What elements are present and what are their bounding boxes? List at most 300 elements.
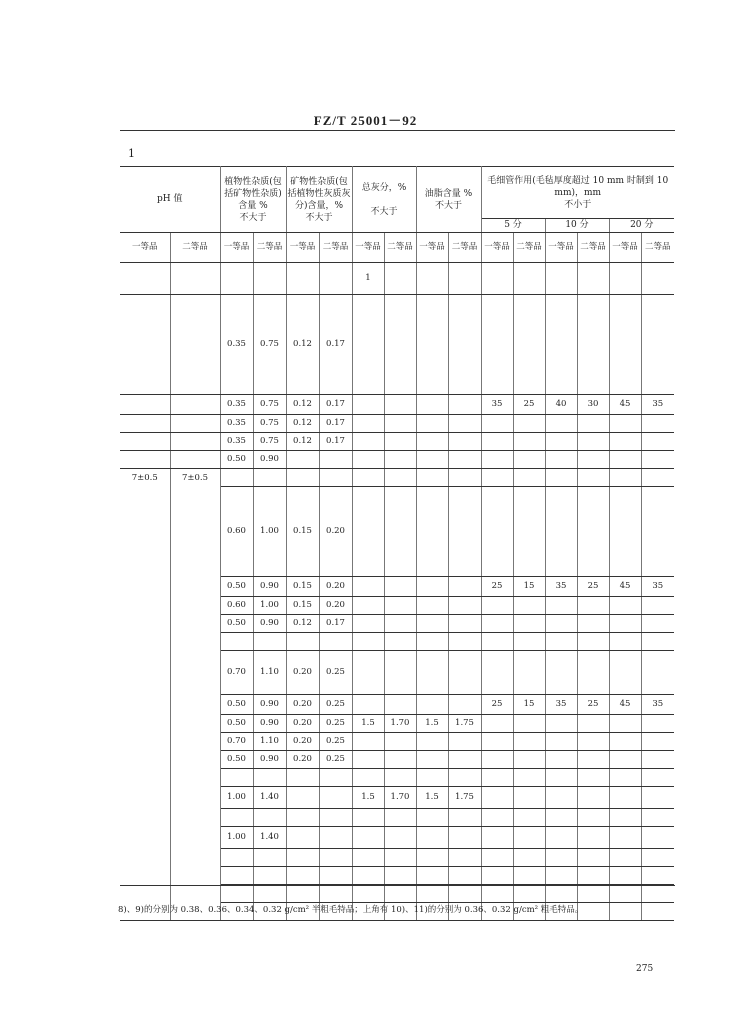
table-cell: [545, 733, 577, 751]
table-cell: [641, 295, 674, 395]
oil-content-title: 油脂含量 %: [424, 188, 473, 199]
table-cell: 1.75: [448, 715, 481, 733]
table-cell: [513, 787, 545, 809]
ph-cell: [170, 451, 220, 469]
table-cell: [416, 633, 448, 651]
table-cell: 0.50: [220, 577, 253, 597]
table-cell: [253, 469, 286, 487]
table-cell: [609, 867, 641, 885]
mineral-impurity-note: 不大于: [305, 212, 333, 223]
table-cell: [545, 787, 577, 809]
grade-row: [120, 233, 674, 263]
grade-header-cell: 二等品: [384, 233, 416, 263]
table-cell: [384, 885, 416, 903]
grade-header-cell: 二等品: [641, 233, 674, 263]
table-cell: [545, 633, 577, 651]
ph-cell: [120, 395, 170, 415]
table-cell: 0.75: [253, 295, 286, 395]
table-cell: [545, 615, 577, 633]
table-cell: [384, 827, 416, 849]
table-cell: [513, 885, 545, 903]
grade-header-cell: 二等品: [513, 233, 545, 263]
table-cell: [319, 885, 352, 903]
table-cell: [609, 263, 641, 295]
table-cell: [545, 295, 577, 395]
table-cell: 1.00: [220, 787, 253, 809]
table-cell: [286, 451, 319, 469]
capillary-20min-header: 20 分: [609, 219, 674, 233]
table-cell: [577, 715, 609, 733]
table-cell: [384, 295, 416, 395]
grade-header-cell: 一等品: [286, 233, 319, 263]
table-cell: [545, 433, 577, 451]
table-cell: [577, 597, 609, 615]
table-cell: [416, 597, 448, 615]
table-cell: [609, 651, 641, 695]
table-cell: [513, 651, 545, 695]
spec-table: [120, 166, 674, 921]
table-cell: [448, 809, 481, 827]
table-cell: [384, 651, 416, 695]
table-cell: 45: [609, 577, 641, 597]
table-cell: [286, 469, 319, 487]
ph-cell: [120, 295, 170, 395]
table-cell: [641, 903, 674, 921]
bottom-rule: [120, 885, 675, 886]
table-cell: [384, 733, 416, 751]
table-cell: [641, 451, 674, 469]
table-cell: 0.25: [319, 695, 352, 715]
table-cell: [448, 633, 481, 651]
table-cell: 0.60: [220, 487, 253, 577]
table-cell: [609, 597, 641, 615]
table-cell: [641, 415, 674, 433]
table-cell: 35: [641, 395, 674, 415]
table-cell: [319, 827, 352, 849]
table-cell: [641, 597, 674, 615]
table-cell: [481, 715, 513, 733]
spec-table-body: [120, 167, 674, 921]
table-row: [120, 469, 674, 487]
table-cell: 15: [513, 577, 545, 597]
table-cell: 1.5: [416, 787, 448, 809]
table-cell: [513, 263, 545, 295]
table-cell: [220, 849, 253, 867]
table-cell: [609, 733, 641, 751]
table-cell: [286, 849, 319, 867]
total-ash-title: 总灰分，%: [361, 182, 407, 193]
table-cell: [352, 597, 384, 615]
table-cell: [448, 769, 481, 787]
grade-header-cell: 一等品: [352, 233, 384, 263]
table-cell: 1.00: [220, 827, 253, 849]
table-cell: [253, 885, 286, 903]
table-cell: [513, 733, 545, 751]
table-cell: [577, 469, 609, 487]
table-cell: [352, 827, 384, 849]
table-cell: [352, 867, 384, 885]
table-cell: [577, 415, 609, 433]
table-cell: [352, 615, 384, 633]
table-cell: 0.20: [319, 487, 352, 577]
table-cell: [448, 295, 481, 395]
table-cell: [641, 885, 674, 903]
table-cell: [545, 651, 577, 695]
table-cell: [545, 487, 577, 577]
table-cell: [319, 769, 352, 787]
table-cell: [513, 769, 545, 787]
table-cell: [384, 809, 416, 827]
table-cell: [220, 769, 253, 787]
table-cell: 1.10: [253, 651, 286, 695]
grade-header-cell: 一等品: [481, 233, 513, 263]
table-cell: [481, 433, 513, 451]
table-cell: [416, 751, 448, 769]
table-cell: [513, 487, 545, 577]
table-cell: [448, 885, 481, 903]
table-cell: [481, 263, 513, 295]
table-cell: [352, 295, 384, 395]
table-cell: [545, 769, 577, 787]
table-cell: [448, 487, 481, 577]
capillary-10min-header: 10 分: [545, 219, 609, 233]
table-cell: [577, 787, 609, 809]
table-cell: [609, 715, 641, 733]
table-cell: [416, 487, 448, 577]
table-cell: [416, 469, 448, 487]
table-cell: [384, 615, 416, 633]
table-cell: 0.20: [286, 733, 319, 751]
table-cell: 25: [577, 577, 609, 597]
table-cell: [220, 885, 253, 903]
table-cell: [481, 867, 513, 885]
ph-cell: [120, 433, 170, 451]
table-cell: 25: [481, 695, 513, 715]
table-cell: [253, 867, 286, 885]
table-cell: 1.75: [448, 787, 481, 809]
table-cell: [577, 487, 609, 577]
table-cell: [577, 809, 609, 827]
table-cell: [352, 633, 384, 651]
table-cell: [384, 849, 416, 867]
veg-impurity-note: 不大于: [239, 212, 267, 223]
table-cell: [577, 751, 609, 769]
table-cell: [577, 615, 609, 633]
table-cell: [448, 827, 481, 849]
table-cell: 35: [641, 577, 674, 597]
table-cell: [577, 733, 609, 751]
table-cell: [481, 295, 513, 395]
table-cell: [513, 809, 545, 827]
table-cell: 1.40: [253, 827, 286, 849]
table-cell: [577, 885, 609, 903]
table-cell: 1.00: [253, 597, 286, 615]
table-cell: [220, 469, 253, 487]
table-cell: 0.35: [220, 395, 253, 415]
table-cell: 0.50: [220, 615, 253, 633]
table-cell: 1.10: [253, 733, 286, 751]
table-cell: [352, 651, 384, 695]
table-cell: [416, 295, 448, 395]
table-cell: 0.15: [286, 487, 319, 577]
table-cell: 0.60: [220, 597, 253, 615]
veg-impurity-header: [220, 167, 286, 233]
table-cell: [416, 695, 448, 715]
table-cell: [609, 751, 641, 769]
table-cell: 45: [609, 395, 641, 415]
table-cell: [481, 809, 513, 827]
table-cell: [513, 415, 545, 433]
ph-cell: [120, 451, 170, 469]
table-cell: 0.75: [253, 415, 286, 433]
total-ash-header: [352, 167, 416, 233]
ph-cell: [170, 433, 220, 451]
table-row: [120, 395, 674, 415]
table-cell: [416, 415, 448, 433]
ph-header: pH 值: [120, 167, 220, 233]
table-cell: [577, 827, 609, 849]
table-cell: [448, 751, 481, 769]
table-cell: [609, 469, 641, 487]
table-cell: 0.20: [319, 597, 352, 615]
table-cell: [253, 849, 286, 867]
table-cell: [416, 263, 448, 295]
table-cell: 0.35: [220, 415, 253, 433]
table-cell: [384, 263, 416, 295]
table-cell: [253, 633, 286, 651]
capillary-title: 毛细管作用(毛毡厚度超过 10 mm 时制到 10 mm)，mm: [487, 175, 669, 198]
grade-header-cell: 一等品: [416, 233, 448, 263]
table-cell: [286, 809, 319, 827]
table-cell: 0.50: [220, 751, 253, 769]
table-cell: [609, 769, 641, 787]
table-cell: [641, 809, 674, 827]
table-cell: [641, 469, 674, 487]
table-cell: [352, 433, 384, 451]
table-cell: 0.15: [286, 597, 319, 615]
table-cell: 0.15: [286, 577, 319, 597]
table-cell: [448, 849, 481, 867]
table-row: [120, 433, 674, 451]
grade-header-cell: 一等品: [120, 233, 170, 263]
table-cell: [448, 469, 481, 487]
table-cell: [641, 733, 674, 751]
table-cell: [641, 751, 674, 769]
table-cell: [352, 469, 384, 487]
table-cell: 0.20: [286, 651, 319, 695]
table-cell: [384, 415, 416, 433]
table-cell: [384, 769, 416, 787]
table-cell: 0.90: [253, 577, 286, 597]
table-cell: [384, 695, 416, 715]
table-cell: [384, 751, 416, 769]
table-cell: 25: [513, 395, 545, 415]
table-cell: [641, 633, 674, 651]
table-cell: [319, 867, 352, 885]
table-cell: [577, 651, 609, 695]
table-cell: [545, 885, 577, 903]
table-cell: [384, 633, 416, 651]
table-cell: 0.17: [319, 415, 352, 433]
table-cell: [609, 615, 641, 633]
table-cell: [513, 867, 545, 885]
page-number: 275: [636, 964, 654, 974]
table-cell: [253, 769, 286, 787]
grade-header-cell: 二等品: [448, 233, 481, 263]
table-cell: [545, 263, 577, 295]
table-cell: [448, 415, 481, 433]
oil-content-note: 不大于: [434, 200, 462, 211]
capillary-5min-header: 5 分: [481, 219, 545, 233]
table-cell: [545, 809, 577, 827]
table-cell: [416, 451, 448, 469]
table-cell: 1.5: [352, 715, 384, 733]
table-cell: [513, 751, 545, 769]
table-row: [120, 263, 674, 295]
grade-header-cell: 二等品: [253, 233, 286, 263]
table-row: [120, 415, 674, 433]
table-cell: 25: [577, 695, 609, 715]
table-cell: 35: [545, 577, 577, 597]
table-cell: [220, 809, 253, 827]
table-cell: [545, 827, 577, 849]
grade-header-cell: 一等品: [609, 233, 641, 263]
table-cell: 0.50: [220, 695, 253, 715]
table-cell: 0.12: [286, 395, 319, 415]
table-cell: [286, 787, 319, 809]
table-cell: 0.70: [220, 651, 253, 695]
table-cell: [416, 651, 448, 695]
table-cell: 0.35: [220, 433, 253, 451]
table-cell: [286, 827, 319, 849]
table-cell: [577, 849, 609, 867]
table-cell: [481, 769, 513, 787]
ph-first-grade-value: 7±0.5: [120, 469, 170, 921]
table-number: 1: [128, 147, 135, 160]
table-cell: [481, 597, 513, 615]
table-cell: 1.00: [253, 487, 286, 577]
table-cell: [352, 849, 384, 867]
table-cell: 0.50: [220, 715, 253, 733]
grade-header-cell: 二等品: [577, 233, 609, 263]
table-cell: [545, 751, 577, 769]
table-cell: [609, 415, 641, 433]
table-cell: [577, 295, 609, 395]
table-cell: [319, 633, 352, 651]
table-cell: [513, 715, 545, 733]
ph-second-grade-value: 7±0.5: [170, 469, 220, 921]
table-cell: [513, 469, 545, 487]
table-cell: 30: [577, 395, 609, 415]
table-cell: [481, 451, 513, 469]
table-cell: [384, 395, 416, 415]
table-cell: 1.40: [253, 787, 286, 809]
table-cell: 25: [481, 577, 513, 597]
table-cell: [448, 577, 481, 597]
table-cell: 45: [609, 695, 641, 715]
table-cell: [641, 487, 674, 577]
table-cell: [577, 451, 609, 469]
table-cell: 0.90: [253, 695, 286, 715]
table-cell: [319, 849, 352, 867]
table-cell: 1.70: [384, 787, 416, 809]
table-cell: 0.50: [220, 451, 253, 469]
ph-cell: [120, 415, 170, 433]
table-cell: 0.12: [286, 615, 319, 633]
table-cell: [416, 769, 448, 787]
table-cell: [545, 867, 577, 885]
total-ash-note: 不大于: [370, 206, 398, 217]
table-row: [120, 295, 674, 395]
table-cell: [448, 867, 481, 885]
table-cell: [609, 433, 641, 451]
table-cell: 0.35: [220, 295, 253, 395]
table-cell: [352, 395, 384, 415]
table-cell: [416, 849, 448, 867]
mineral-impurity-title: 矿物性杂质(包括植物性灰质灰分)含量，%: [287, 176, 351, 211]
spec-table-wrapper: [120, 166, 674, 921]
table-cell: [481, 487, 513, 577]
table-cell: [319, 787, 352, 809]
table-cell: [286, 633, 319, 651]
table-row: [120, 451, 674, 469]
table-cell: [641, 867, 674, 885]
table-cell: 0.25: [319, 751, 352, 769]
table-cell: 40: [545, 395, 577, 415]
table-cell: 0.17: [319, 433, 352, 451]
table-cell: [220, 867, 253, 885]
table-cell: [352, 751, 384, 769]
table-cell: 1.5: [416, 715, 448, 733]
table-cell: [545, 849, 577, 867]
table-cell: 0.12: [286, 295, 319, 395]
table-cell: [481, 415, 513, 433]
table-cell: [609, 295, 641, 395]
table-cell: [641, 263, 674, 295]
table-cell: [641, 769, 674, 787]
table-cell: [577, 867, 609, 885]
table-cell: [352, 885, 384, 903]
table-cell: [513, 615, 545, 633]
table-cell: [253, 809, 286, 827]
table-cell: [513, 597, 545, 615]
table-cell: [641, 787, 674, 809]
table-cell: [286, 263, 319, 295]
footnote: 8)、9)的分别为 0.38、0.36、0.34、0.32 g/cm² 半粗毛特品；上角有 10)、11)的分别为 0.36、0.32 g/cm² 粗毛特品。: [118, 905, 584, 915]
table-cell: 0.20: [286, 695, 319, 715]
table-cell: [513, 295, 545, 395]
table-cell: 0.25: [319, 733, 352, 751]
table-cell: [384, 487, 416, 577]
table-cell: [448, 695, 481, 715]
table-cell: 0.90: [253, 451, 286, 469]
table-cell: 0.20: [286, 715, 319, 733]
table-cell: [513, 433, 545, 451]
table-cell: [481, 651, 513, 695]
table-cell: [416, 867, 448, 885]
table-cell: [481, 827, 513, 849]
oil-content-header: [416, 167, 481, 233]
table-cell: [416, 733, 448, 751]
capillary-header: [481, 167, 674, 219]
grade-header-cell: 一等品: [220, 233, 253, 263]
table-cell: 0.25: [319, 651, 352, 695]
table-cell: [448, 651, 481, 695]
table-cell: [481, 751, 513, 769]
table-cell: [352, 451, 384, 469]
table-cell: [545, 715, 577, 733]
table-cell: [384, 469, 416, 487]
